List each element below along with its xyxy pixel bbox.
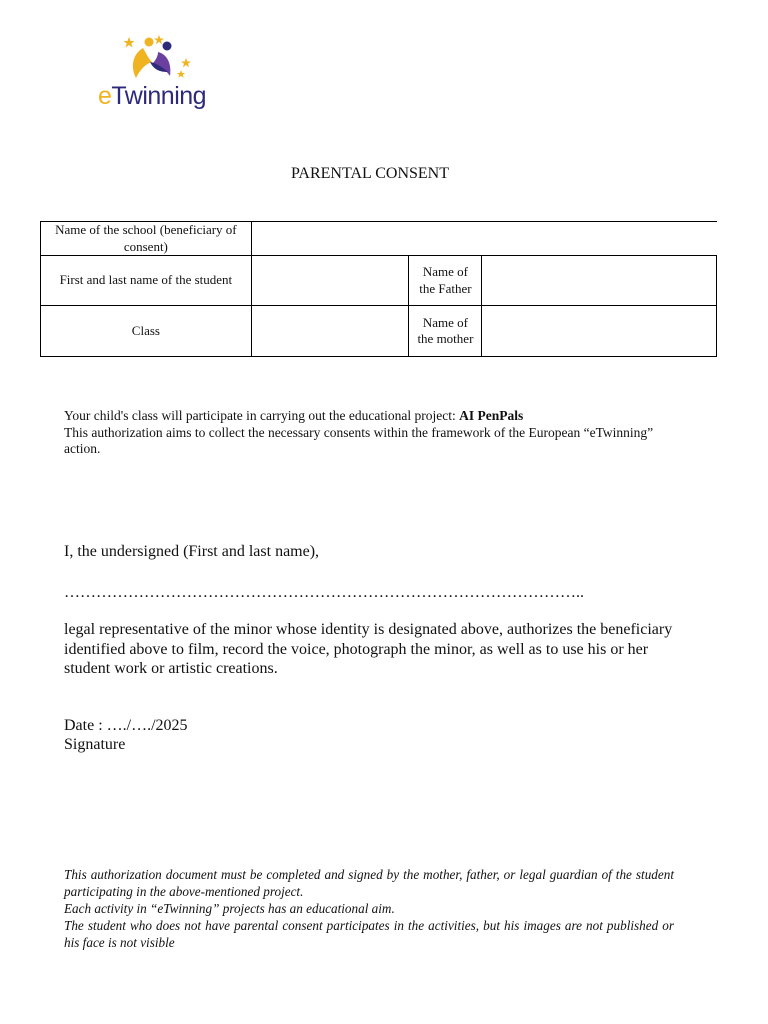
date-signature-block <box>64 716 188 754</box>
father-field[interactable] <box>482 256 717 306</box>
mother-label: Name of the mother <box>409 306 482 357</box>
etwinning-logo-icon <box>96 34 226 84</box>
page-title: PARENTAL CONSENT <box>291 165 449 182</box>
consent-form-table <box>40 221 717 357</box>
footer-note: This authorization document must be completed and signed by the mother, father, or legal guardian of the student participating in the above-mentioned project. <box>64 867 674 899</box>
name-fill-line: …………………………………………………………………………………….. <box>64 584 584 601</box>
footer-note: Each activity in “eTwinning” projects has an educational aim. <box>64 901 395 916</box>
class-label: Class <box>41 306 252 357</box>
father-label: Name of the Father <box>409 256 482 306</box>
intro-line1: Your child's class will participate in carrying out the educational project: <box>64 408 460 423</box>
logo-wordmark: eTwinning <box>98 82 207 110</box>
footer-note: The student who does not have parental consent participates in the activities, but his images are not published or his face is not visible <box>64 918 674 950</box>
project-name: AI PenPals <box>459 408 524 423</box>
intro-line2: This authorization aims to collect the necessary consents within the framework of the European “eTwinning” action. <box>64 424 654 456</box>
student-label: First and last name of the student <box>41 256 252 306</box>
student-field[interactable] <box>251 256 409 306</box>
mother-field[interactable] <box>482 306 717 357</box>
footer-notes <box>64 866 674 951</box>
legal-text: legal representative of the minor whose identity is designated above, authorizes the beneficiary identified above to film, record the voice, photograph the minor, as well as to use his or her student work or artistic creations. <box>64 621 673 677</box>
project-intro <box>64 408 684 458</box>
school-label: Name of the school (beneficiary of consent) <box>41 222 252 256</box>
etwinning-logo <box>96 34 226 116</box>
signature-label: Signature <box>64 736 126 753</box>
undersigned-line: I, the undersigned (First and last name), <box>64 543 320 560</box>
date-line: Date : …./…./2025 <box>64 717 188 734</box>
class-field[interactable] <box>251 306 409 357</box>
school-field[interactable] <box>251 222 716 256</box>
